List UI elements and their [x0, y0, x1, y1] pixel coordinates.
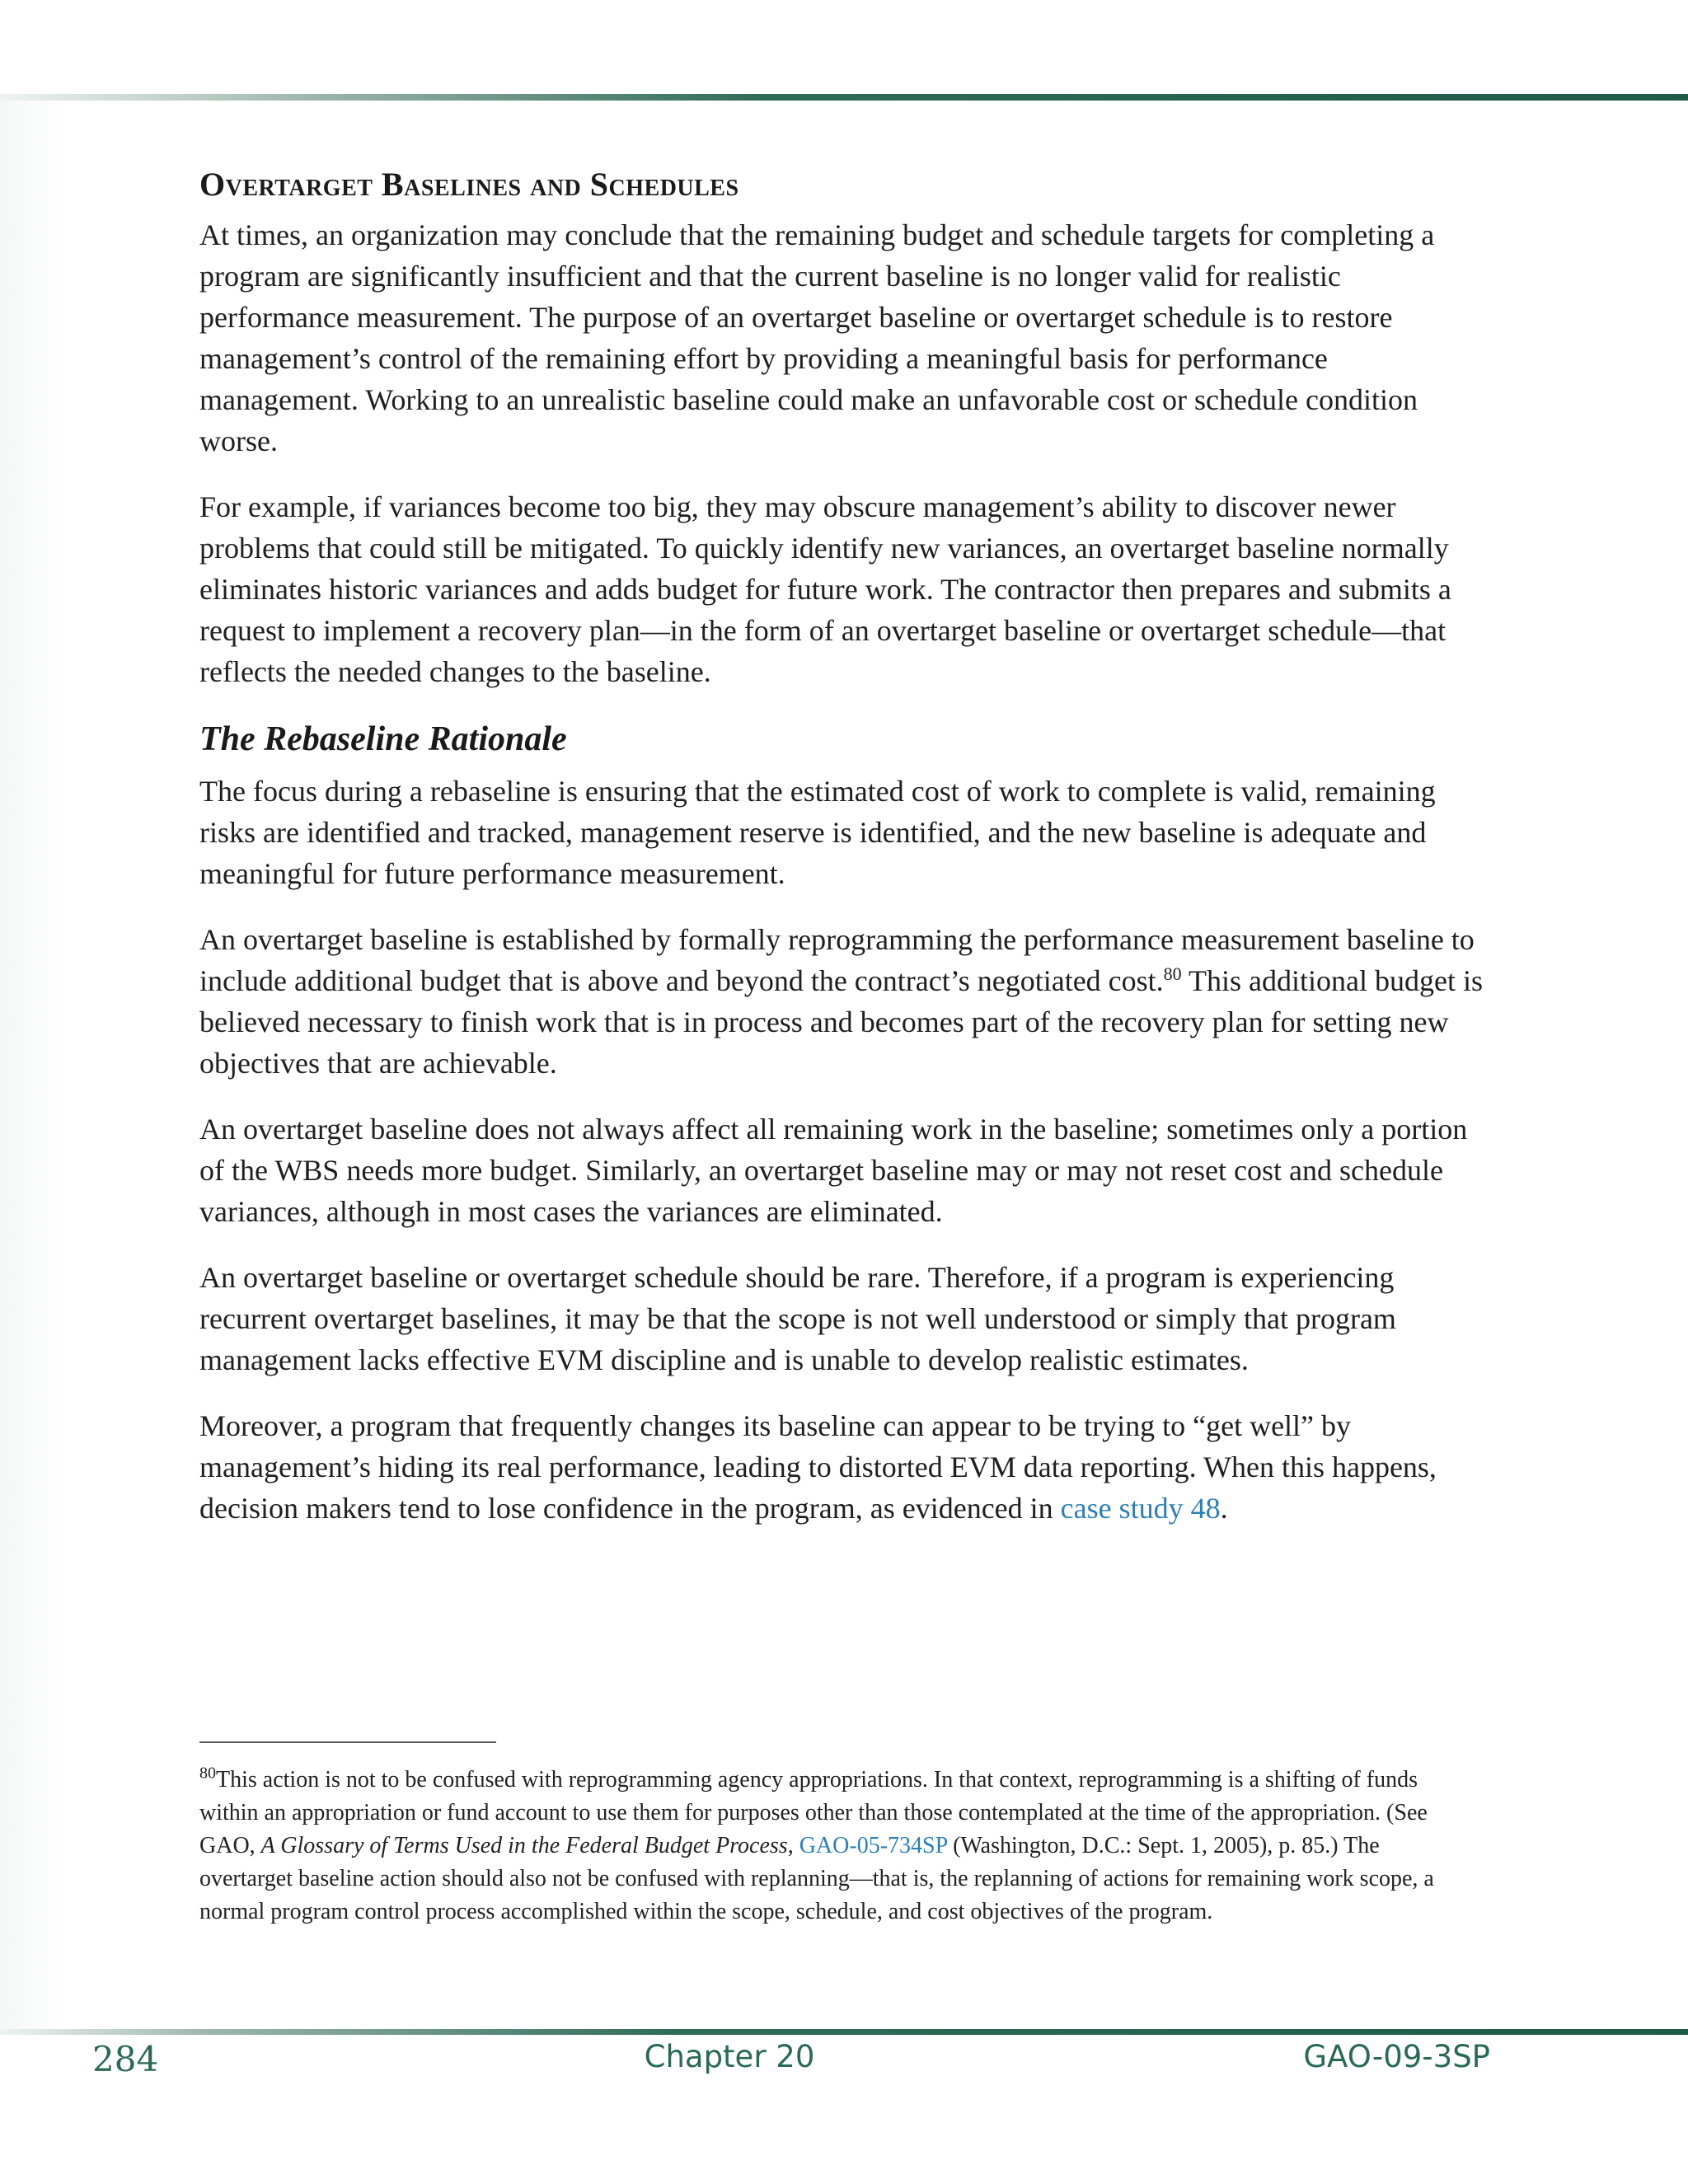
footnote: [199, 1764, 1469, 1929]
footnote-text: This action is not to be confused with reprogramming agency appropriations. In that context, reprogramming is a shifting of funds within an appropriation or fund account to use them for purposes other than those contemplated at the time of the appropriation. (See GAO,: [199, 1767, 1428, 1858]
footnote-publication-title: A Glossary of Terms Used in the Federal Budget Process: [260, 1833, 788, 1858]
section-heading: Overtarget Baselines and Schedules: [199, 166, 739, 203]
page-margin-shade: [0, 101, 64, 2029]
footnote-text: ,: [787, 1833, 799, 1858]
document-id: GAO-09-3SP: [1303, 2039, 1490, 2074]
footnote-reference[interactable]: 80: [1163, 963, 1182, 984]
header-rule: [0, 94, 1688, 101]
footer-rule: [0, 2029, 1688, 2035]
paragraph: An overtarget baseline does not always affect all remaining work in the baseline; sometimes only a portion of the WBS needs more budget. Similarly, an overtarget baseline may or may not reset cost and schedule variances, although in most cases the variances are eliminated.: [199, 1112, 1468, 1228]
case-study-link[interactable]: case study 48: [1060, 1491, 1221, 1525]
footnote-number: 80: [199, 1764, 216, 1783]
paragraph: The focus during a rebaseline is ensuring that the estimated cost of work to complete is valid, remaining risks are identified and tracked, management reserve is identified, and the new baseline is adequate and meaningful for future performance measurement.: [199, 774, 1436, 890]
paragraph-text: Moreover, a program that frequently changes its baseline can appear to be trying to “get well” by management’s hiding its real performance, leading to distorted EVM data reporting. When this happens, decision makers tend to lose confidence in the program, as evidenced in: [199, 1408, 1437, 1525]
main-content: [199, 163, 1485, 1554]
footnote-text: (Washington, D.C.: Sept. 1, 2005), p. 85.) The overtarget baseline action should also not be confused with replanning—that is, the replanning of actions for remaining work scope, a normal program control process accomplished within the scope, schedule, and cost objectives of the program.: [199, 1833, 1434, 1924]
paragraph: For example, if variances become too big, they may obscure management’s ability to discover newer problems that could still be mitigated. To quickly identify new variances, an overtarget baseline normally eliminates historic variances and adds budget for future work. The contractor then prepares and submits a request to implement a recovery plan—in the form of an overtarget baseline or overtarget schedule—that reflects the needed changes to the baseline.: [199, 490, 1451, 688]
page-number: 284: [92, 2039, 159, 2079]
subsection-heading: The Rebaseline Rationale: [199, 720, 567, 758]
paragraph: An overtarget baseline or overtarget schedule should be rare. Therefore, if a program is experiencing recurrent overtarget baselines, it may be that the scope is not well understood or simply that program management lacks effective EVM discipline and is unable to develop realistic estimates.: [199, 1260, 1396, 1376]
paragraph: At times, an organization may conclude that the remaining budget and schedule targets for completing a program are significantly insufficient and that the current baseline is no longer valid for realistic performance measurement. The purpose of an overtarget baseline or overtarget schedule is to restore management’s control of the remaining effort by providing a meaningful basis for performance management. Working to an unrealistic baseline could make an unfavorable cost or schedule condition worse.: [199, 218, 1435, 457]
paragraph-with-footnote: [199, 919, 1485, 1084]
paragraph-with-link: [199, 1405, 1485, 1529]
footnote-divider: [199, 1741, 496, 1743]
chapter-label: Chapter 20: [644, 2039, 815, 2074]
paragraph-text: .: [1220, 1491, 1228, 1525]
gao-report-link[interactable]: GAO-05-734SP: [799, 1833, 948, 1858]
paragraph-text: An overtarget baseline is established by formally reprogramming the performance measurement baseline to include additional budget that is above and beyond the contract’s negotiated cost.: [199, 922, 1475, 997]
paragraph-text: This additional budget is believed necessary to finish work that is in process and becomes part of the recovery plan for setting new objectives that are achievable.: [199, 963, 1483, 1080]
